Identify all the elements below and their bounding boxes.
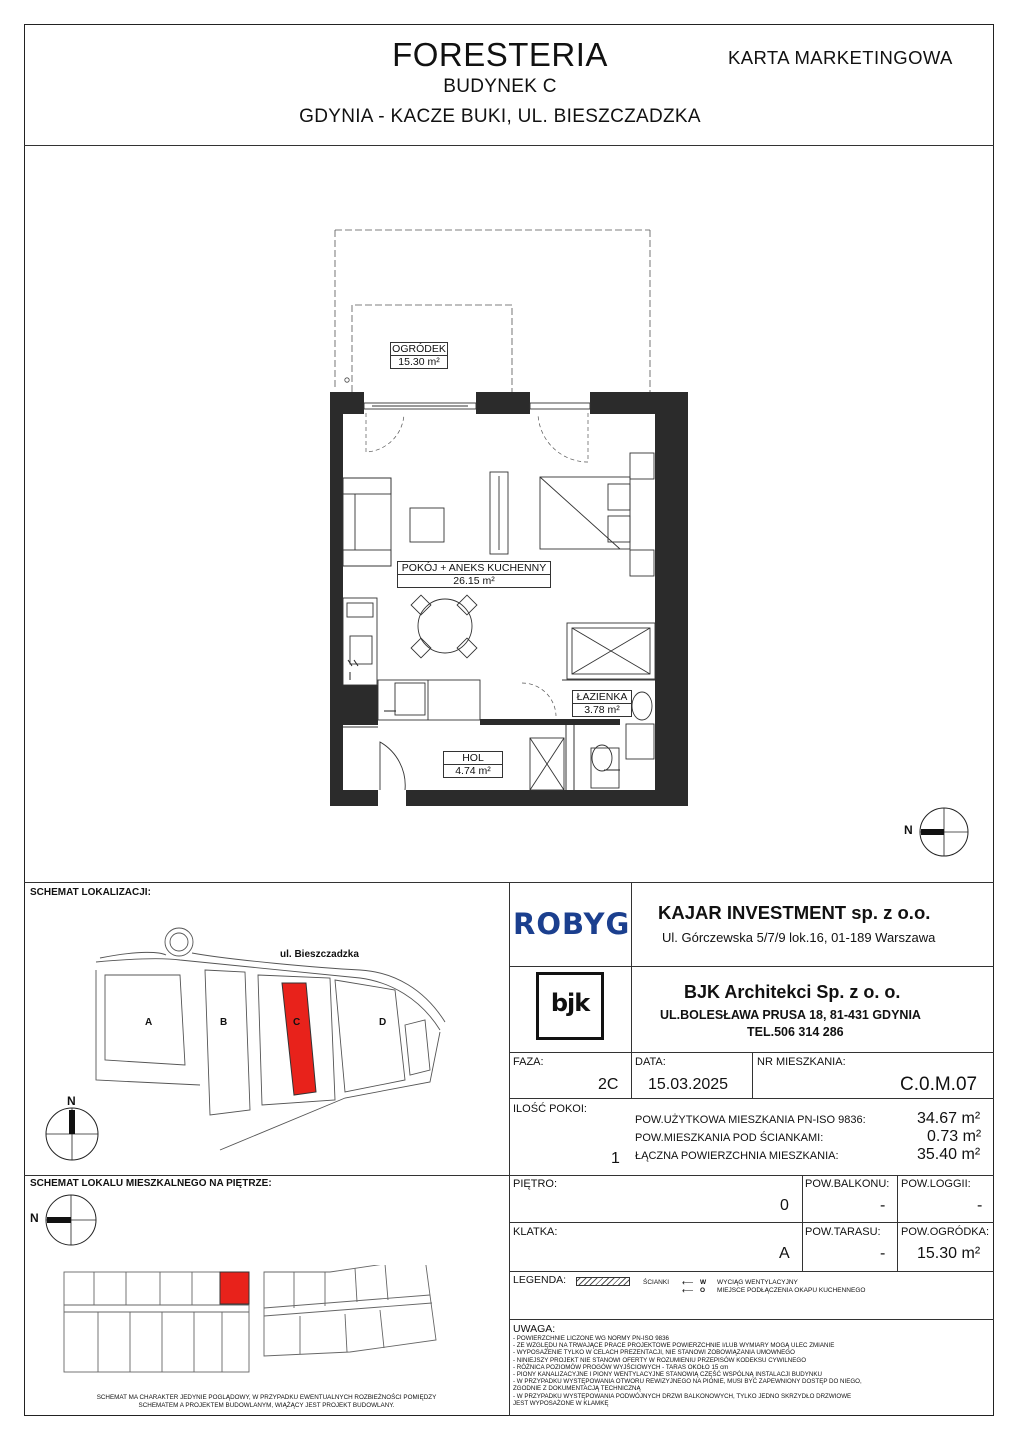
area1-value: 34.67 m² bbox=[917, 1110, 981, 1127]
highlighted-building-c bbox=[282, 983, 316, 1095]
balkon-value: - bbox=[880, 1197, 886, 1214]
area3-value: 35.40 m² bbox=[917, 1146, 981, 1163]
room-name: HOL bbox=[444, 752, 502, 765]
left-divider bbox=[24, 1175, 509, 1176]
legend-w-letter: W bbox=[700, 1279, 707, 1286]
row-divider-7 bbox=[509, 1319, 994, 1320]
garden-boundary bbox=[335, 230, 650, 392]
note-line: - POWIERZCHNIE LICZONE WG NORMY PN-ISO 9836 bbox=[513, 1335, 669, 1342]
ogrodek-label: POW.OGRÓDKA: bbox=[901, 1226, 990, 1238]
area3-label: ŁĄCZNA POWIERZCHNIA MIESZKANIA: bbox=[635, 1150, 839, 1162]
project-location: GDYNIA - KACZE BUKI, UL. BIESZCZADZKA bbox=[299, 106, 701, 127]
note-line: - ZE WZGLĘDU NA TRWAJĄCE PRACE PROJEKTOWE POWIERZCHNIE I/LUB WYMIARY MOGĄ ULEC ZMIANIE bbox=[513, 1342, 835, 1350]
ogrodek-value: 15.30 m² bbox=[917, 1245, 981, 1262]
note-line: - PIONY KANALIZACYJNE I PIONY WENTYLACYJNE STANOWIĄ CZĘŚĆ WSPÓLNĄ INSTALACJI BUDYNKU bbox=[513, 1371, 822, 1379]
floor-scheme-map bbox=[58, 1265, 448, 1375]
klatka-value: A bbox=[779, 1245, 790, 1262]
floor-scheme-title: SCHEMAT LOKALU MIESZKALNEGO NA PIĘTRZE: bbox=[30, 1178, 272, 1189]
pokoje-label: ILOŚĆ POKOI: bbox=[513, 1103, 587, 1115]
note-line: - W PRZYPADKU WYSTĘPOWANIA OTWORU REWIZYJNEGO NA PIONIE, MUSI BYĆ ZAPEWNIONY DOSTĘP DO NIEGO, bbox=[513, 1378, 862, 1386]
coffee-table bbox=[410, 508, 444, 542]
dining-table bbox=[411, 595, 477, 658]
room-area: 3.78 m² bbox=[584, 704, 620, 716]
note-line: - WYPOSAŻENIE TYLKO W CELACH PREZENTACJI, NIE STANOWI ZOBOWIĄZANIA UMOWNEGO bbox=[513, 1349, 795, 1357]
taras-label: POW.TARASU: bbox=[805, 1226, 881, 1238]
data-label: DATA: bbox=[635, 1056, 666, 1068]
architect-address: UL.BOLESŁAWA PRUSA 18, 81-431 GDYNIA bbox=[660, 1008, 921, 1022]
floor-scheme-disclaimer-1: SCHEMAT MA CHARAKTER JEDYNIE POGLĄDOWY, W PRZYPADKU EWENTUALNYCH ROZBIEŻNOŚCI POMIĘDZY bbox=[96, 1394, 437, 1401]
room-label-living bbox=[397, 561, 551, 588]
location-compass-icon bbox=[44, 1106, 100, 1162]
bjk-logo bbox=[536, 972, 604, 1040]
legend-o-text: MIEJSCE PODŁĄCZENIA OKAPU KUCHENNEGO bbox=[717, 1287, 866, 1294]
legend-w-text: WYCIĄG WENTYLACYJNY bbox=[717, 1279, 798, 1286]
building-label-c: C bbox=[293, 1017, 301, 1028]
bed bbox=[540, 453, 654, 576]
developer-address: Ul. Górczewska 5/7/9 lok.16, 01-189 Warszawa bbox=[662, 930, 936, 945]
balkon-label: POW.BALKONU: bbox=[805, 1178, 890, 1190]
date-col-divider bbox=[752, 1052, 753, 1098]
sofa bbox=[343, 478, 391, 566]
developer-name: KAJAR INVESTMENT sp. z o.o. bbox=[658, 902, 931, 923]
loggia-label: POW.LOGGII: bbox=[901, 1178, 971, 1190]
row-divider-1 bbox=[509, 966, 994, 967]
row-divider-6 bbox=[509, 1271, 994, 1272]
room-name: OGRÓDEK bbox=[392, 343, 446, 355]
row-divider-3 bbox=[509, 1098, 994, 1099]
building-name: BUDYNEK C bbox=[443, 76, 557, 97]
legend-o-arrow-icon: ⟵ bbox=[682, 1286, 694, 1295]
room-name: POKÓJ + ANEKS KUCHENNY bbox=[398, 562, 550, 575]
data-value: 15.03.2025 bbox=[648, 1076, 729, 1093]
legend-o-letter: O bbox=[700, 1287, 706, 1294]
tv-stand bbox=[490, 472, 508, 554]
room-name: ŁAZIENKA bbox=[573, 691, 631, 704]
note-line: - NINIEJSZY PROJEKT NIE STANOWI OFERTY W ROZUMIENIU PRZEPISÓW KODEKSU CYWILNEGO bbox=[513, 1356, 807, 1364]
floor-compass-icon bbox=[44, 1193, 98, 1247]
legenda-label: LEGENDA: bbox=[513, 1274, 567, 1286]
col-divider-a bbox=[802, 1175, 803, 1271]
robyg-logo: ROBYG bbox=[513, 907, 631, 941]
col-divider-b bbox=[897, 1175, 898, 1271]
taras-value: - bbox=[880, 1245, 886, 1262]
floor-scheme-disclaimer-2: SCHEMATEM A PROJEKTEM BUDOWLANYM, WIĄŻĄCY JEST PROJEKT BUDOWLANY. bbox=[138, 1402, 395, 1409]
loggia-value: - bbox=[977, 1197, 983, 1214]
project-title: FORESTERIA bbox=[392, 36, 608, 73]
legend-w-arrow-icon: ⟵ bbox=[682, 1278, 694, 1287]
room-area: 26.15 m² bbox=[453, 575, 495, 587]
hall-closet bbox=[530, 738, 564, 790]
building-label-a: A bbox=[145, 1017, 153, 1028]
location-scheme-map bbox=[40, 918, 490, 1158]
highlighted-unit bbox=[220, 1272, 249, 1304]
area2-label: POW.MIESZKANIA POD ŚCIANKAMI: bbox=[635, 1132, 824, 1144]
notes-list bbox=[513, 1335, 862, 1407]
row-divider-4 bbox=[509, 1175, 994, 1176]
row-divider-5 bbox=[509, 1222, 994, 1223]
nr-label: NR MIESZKANIA: bbox=[757, 1056, 846, 1068]
architect-phone: TEL.506 314 286 bbox=[747, 1025, 844, 1039]
note-line: - RÓŻNICA POZIOMÓW PROGÓW WYJŚCIOWYCH - TARAS OKOŁO 15 cm bbox=[513, 1363, 729, 1371]
note-line: JEST WYPOSAŻONE W KLAMKĘ bbox=[513, 1399, 609, 1407]
compass-label: N bbox=[904, 823, 913, 837]
building-label-b: B bbox=[220, 1017, 228, 1028]
location-scheme-title: SCHEMAT LOKALIZACJI: bbox=[30, 887, 151, 898]
legend-wall-swatch bbox=[576, 1277, 630, 1286]
uwaga-label: UWAGA: bbox=[513, 1323, 556, 1335]
garden-small-mark bbox=[345, 378, 349, 382]
floor-plan bbox=[24, 146, 994, 882]
area1-label: POW.UŻYTKOWA MIESZKANIA PN-ISO 9836: bbox=[635, 1114, 866, 1126]
pokoje-value: 1 bbox=[611, 1150, 620, 1167]
room-label-bathroom bbox=[572, 690, 632, 717]
logo-col-divider bbox=[631, 882, 632, 1098]
note-line: ZGODNIE Z DOKUMENTACJĄ TECHNICZNĄ bbox=[513, 1385, 641, 1393]
nr-value: C.0.M.07 bbox=[900, 1074, 978, 1095]
room-label-hall bbox=[443, 751, 503, 778]
street-label: ul. Bieszczadzka bbox=[280, 949, 359, 960]
architect-name: BJK Architekci Sp. z o. o. bbox=[684, 982, 901, 1002]
pietro-value: 0 bbox=[780, 1197, 789, 1214]
room-label-garden bbox=[390, 342, 448, 369]
bjk-logo-text: bjk bbox=[550, 989, 590, 1017]
col-divider-main bbox=[509, 882, 510, 1416]
floor-compass-label: N bbox=[30, 1211, 39, 1225]
pietro-label: PIĘTRO: bbox=[513, 1178, 558, 1190]
building-label-d: D bbox=[379, 1017, 387, 1028]
faza-label: FAZA: bbox=[513, 1056, 544, 1068]
note-line: - W PRZYPADKU WYSTĘPOWANIA PODWÓJNYCH DRZWI BALKONOWYCH, TYLKO JEDNO SKRZYDŁO DRZWIOWE bbox=[513, 1392, 852, 1400]
room-area: 15.30 m² bbox=[398, 356, 440, 368]
klatka-label: KLATKA: bbox=[513, 1226, 558, 1238]
location-compass-label: N bbox=[67, 1094, 76, 1108]
room-area: 4.74 m² bbox=[455, 765, 491, 777]
card-type: KARTA MARKETINGOWA bbox=[728, 47, 953, 68]
legend-wall-label: ŚCIANKI bbox=[643, 1279, 670, 1286]
area2-value: 0.73 m² bbox=[927, 1128, 982, 1145]
faza-value: 2C bbox=[598, 1076, 619, 1093]
entrance-door bbox=[343, 727, 405, 790]
